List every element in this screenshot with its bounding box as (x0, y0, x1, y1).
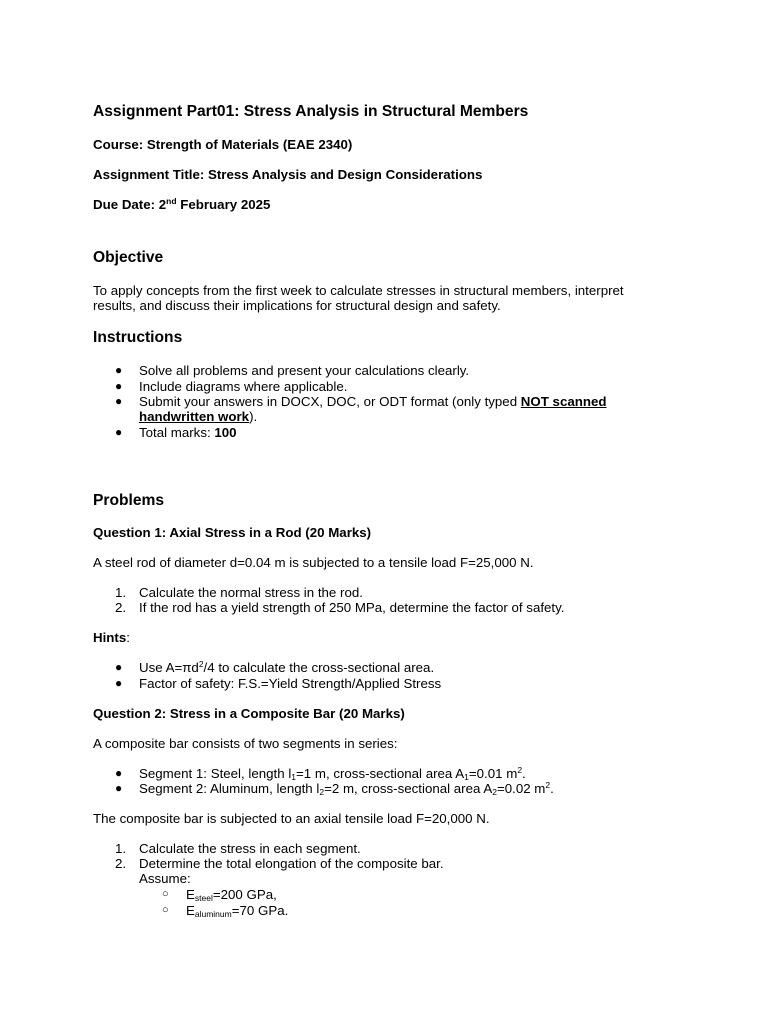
assumption-text (186, 903, 288, 918)
modulus-symbol: E (186, 903, 195, 918)
superscript: 2 (545, 780, 551, 790)
due-date-suffix: February 2025 (176, 197, 271, 212)
subscript: 1 (291, 772, 297, 782)
segment-text-part: =1 m, cross-sectional area A (296, 766, 465, 781)
modulus-symbol: E (186, 887, 195, 902)
superscript: 2 (198, 659, 204, 669)
objective-text-line-1: To apply concepts from the first week to calculate stresses in structural members, interpret (93, 283, 624, 298)
segment-text-part: . (550, 781, 554, 796)
superscript: 2 (517, 765, 523, 775)
hint-text (139, 660, 434, 675)
segment-text (139, 766, 526, 781)
assumption-text (186, 887, 277, 902)
instruction-text-part: Submit your answers in DOCX, DOC, or ODT format (only typed (139, 394, 521, 409)
step-text: If the rod has a yield strength of 250 MPa, determine the factor of safety. (139, 600, 565, 615)
segment-text-part: Segment 2: Aluminum, length l (139, 781, 320, 796)
hints-label (93, 630, 130, 645)
circle-bullet-icon: ○ (162, 904, 169, 916)
step-number: 2. (115, 600, 127, 615)
total-marks-value: 100 (214, 425, 237, 440)
objective-text-line-2: results, and discuss their implications for structural design and safety. (93, 298, 501, 313)
bullet-icon: ● (115, 379, 123, 393)
emphasis-text: handwritten work (139, 409, 250, 424)
step-number: 1. (115, 841, 127, 856)
bullet-icon: ● (115, 781, 123, 795)
course-line: Course: Strength of Materials (EAE 2340) (93, 137, 353, 152)
instruction-text (139, 425, 237, 440)
question-1-statement: A steel rod of diameter d=0.04 m is subjected to a tensile load F=25,000 N. (93, 555, 534, 570)
step-text: Determine the total elongation of the composite bar. (139, 856, 444, 871)
instruction-text (139, 394, 607, 409)
circle-bullet-icon: ○ (162, 888, 169, 900)
step-number: 1. (115, 585, 127, 600)
question-2-load: The composite bar is subjected to an axial tensile load F=20,000 N. (93, 811, 490, 826)
instruction-text-part: Total marks: (139, 425, 215, 440)
subscript: 1 (464, 772, 469, 782)
segment-text-part: =0.02 m (496, 781, 546, 796)
question-2-title: Question 2: Stress in a Composite Bar (20 Marks) (93, 706, 405, 721)
assume-text: Assume: (139, 871, 191, 886)
segment-text (139, 781, 554, 796)
document-title: Assignment Part01: Stress Analysis in Structural Members (93, 103, 529, 120)
instructions-heading: Instructions (93, 329, 183, 346)
segment-text-part: =2 m, cross-sectional area A (324, 781, 493, 796)
subscript: 2 (319, 787, 325, 797)
bullet-icon: ● (115, 363, 123, 377)
instruction-text: Solve all problems and present your calculations clearly. (139, 363, 470, 378)
hint-text: Factor of safety: F.S.=Yield Strength/Applied Stress (139, 676, 442, 691)
instruction-text (139, 409, 257, 424)
hints-label-text: Hints (93, 630, 127, 645)
due-date-prefix: Due Date: 2 (93, 197, 167, 212)
due-date-line (93, 197, 270, 212)
subscript: steel (194, 893, 213, 903)
instruction-text: Include diagrams where applicable. (139, 379, 348, 394)
instruction-text-part: ). (249, 409, 258, 424)
modulus-value: =70 GPa. (231, 903, 289, 918)
bullet-icon: ● (115, 766, 123, 780)
step-number: 2. (115, 856, 127, 871)
segment-text-part: . (522, 766, 526, 781)
step-text: Calculate the stress in each segment. (139, 841, 361, 856)
due-date-ordinal: nd (166, 196, 177, 206)
segment-text-part: Segment 1: Steel, length l (139, 766, 292, 781)
step-text: Calculate the normal stress in the rod. (139, 585, 363, 600)
bullet-icon: ● (115, 394, 123, 408)
question-1-title: Question 1: Axial Stress in a Rod (20 Marks) (93, 525, 372, 540)
problems-heading: Problems (93, 492, 165, 509)
bullet-icon: ● (115, 676, 123, 690)
hint-text-part: /4 to calculate the cross-sectional area. (203, 660, 435, 675)
emphasis-text: NOT scanned (520, 394, 607, 409)
hint-text-part: Use A=πd (139, 660, 199, 675)
question-2-intro: A composite bar consists of two segments in series: (93, 736, 398, 751)
subscript: aluminum (194, 909, 232, 919)
segment-text-part: =0.01 m (468, 766, 518, 781)
objective-heading: Objective (93, 249, 164, 266)
hints-label-colon: : (126, 630, 130, 645)
modulus-value: =200 GPa, (212, 887, 277, 902)
bullet-icon: ● (115, 425, 123, 439)
bullet-icon: ● (115, 660, 123, 674)
assignment-title-line: Assignment Title: Stress Analysis and Design Considerations (93, 167, 483, 182)
subscript: 2 (492, 787, 497, 797)
